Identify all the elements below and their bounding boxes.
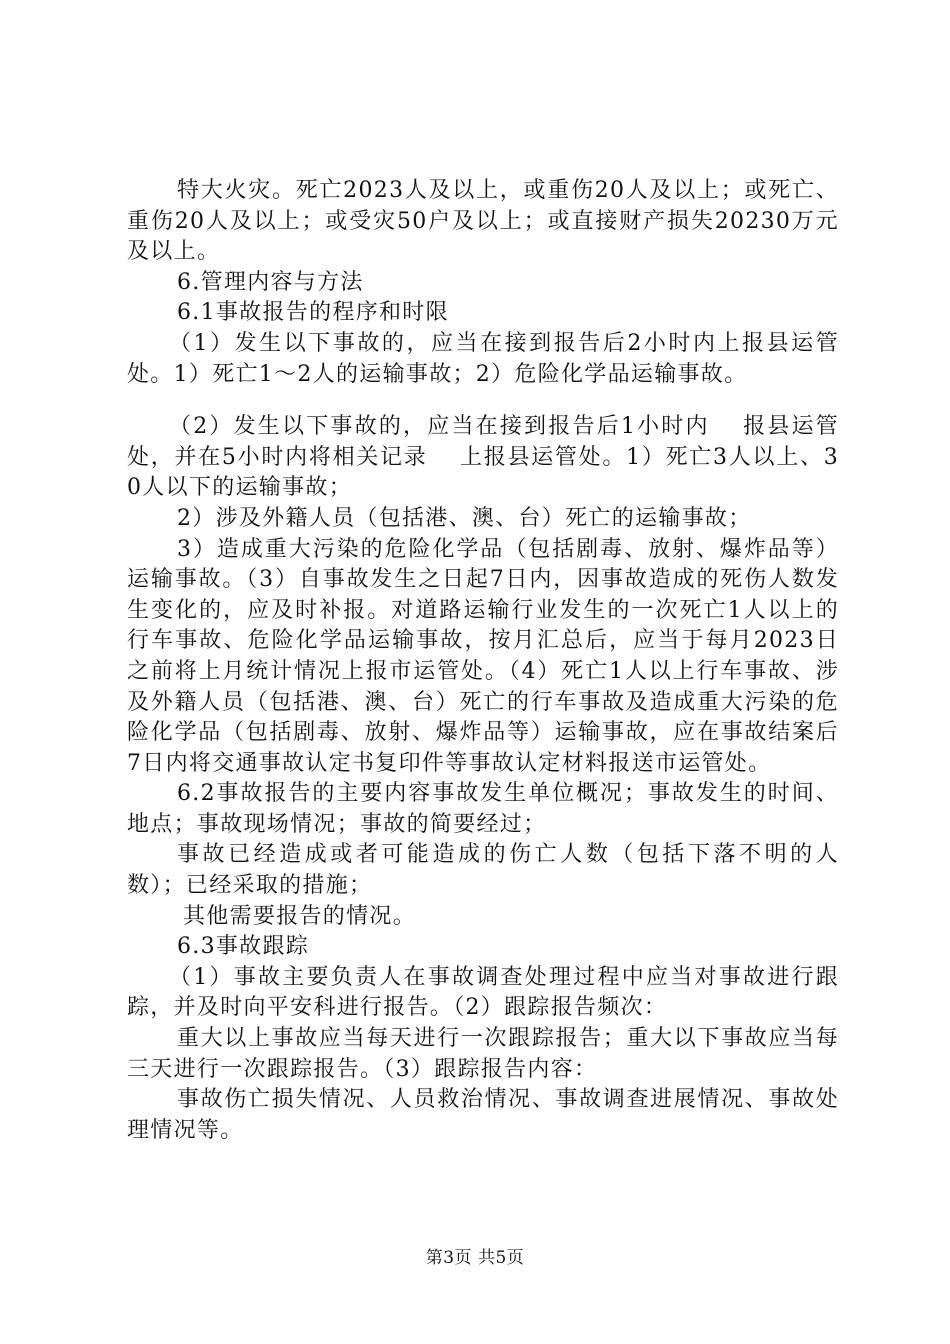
section-heading-6-2: 6.2事故报告的主要内容事故发生单位概况；事故发生的时间、地点；事故现场情况；事故的简要经过； — [127, 781, 839, 837]
paragraph-tracking-frequency: 重大以上事故应当每天进行一次跟踪报告；重大以下事故应当每三天进行一次跟踪报告。（3）跟踪报告内容： — [127, 1026, 839, 1082]
paragraph-tracking-content: 事故伤亡损失情况、人员救治情况、事故调查进展情况、事故处理情况等。 — [127, 1087, 839, 1143]
paragraph-report-1-hour: （2）发生以下事故的，应当在接到报告后1小时内 报县运管处，并在5小时内将相关记录 上报县运管处。1）死亡3人以上、30人以下的运输事故； — [127, 414, 839, 501]
paragraph-hazardous-chemicals: 3）造成重大污染的危险化学品（包括剧毒、放射、爆炸品等）运输事故。（3）自事故发生之日起7日内，因事故造成的死伤人数发生变化的，应及时补报。对道路运输行业发生的一次死亡1人以上的行车事故、危险化学品运输事故，按月汇总后，应当于每月2023日之前将上月统计情况上报市运管处。（4）死亡1人以上行车事故、涉及外籍人员（包括港、澳、台）死亡的行车事故及造成重大污染的危险化学品（包括剧毒、放射、爆炸品等）运输事故，应在事故结案后7日内将交通事故认定书复印件等事故认定材料报送市运管处。 — [127, 536, 839, 776]
section-heading-6-1: 6.1事故报告的程序和时限 — [177, 300, 449, 326]
section-heading-6-3: 6.3事故跟踪 — [177, 934, 310, 960]
page-number-footer: 第3页 共5页 — [425, 1248, 525, 1268]
paragraph-report-2-hours: （1）发生以下事故的，应当在接到报告后2小时内上报县运管处。1）死亡1～2人的运输事故；2）危险化学品运输事故。 — [127, 330, 839, 387]
section-heading-6: 6.管理内容与方法 — [177, 269, 364, 295]
paragraph-foreign-personnel: 2）涉及外籍人员（包括港、澳、台）死亡的运输事故； — [177, 505, 752, 531]
paragraph-casualties: 事故已经造成或者可能造成的伤亡人数（包括下落不明的人数）；已经采取的措施； — [127, 842, 839, 899]
document-body — [127, 176, 839, 1146]
paragraph-other-situations: 其他需要报告的情况。 — [183, 903, 417, 929]
paragraph-tracking: （1）事故主要负责人在事故调查处理过程中应当对事故进行跟踪，并及时向平安科进行报告。（2）跟踪报告频次： — [127, 964, 839, 1021]
paragraph-fire-classification: 特大火灾。死亡2023人及以上，或重伤20人及以上；或死亡、重伤20人及以上；或受灾50户及以上；或直接财产损失20230万元及以上。 — [127, 178, 839, 265]
